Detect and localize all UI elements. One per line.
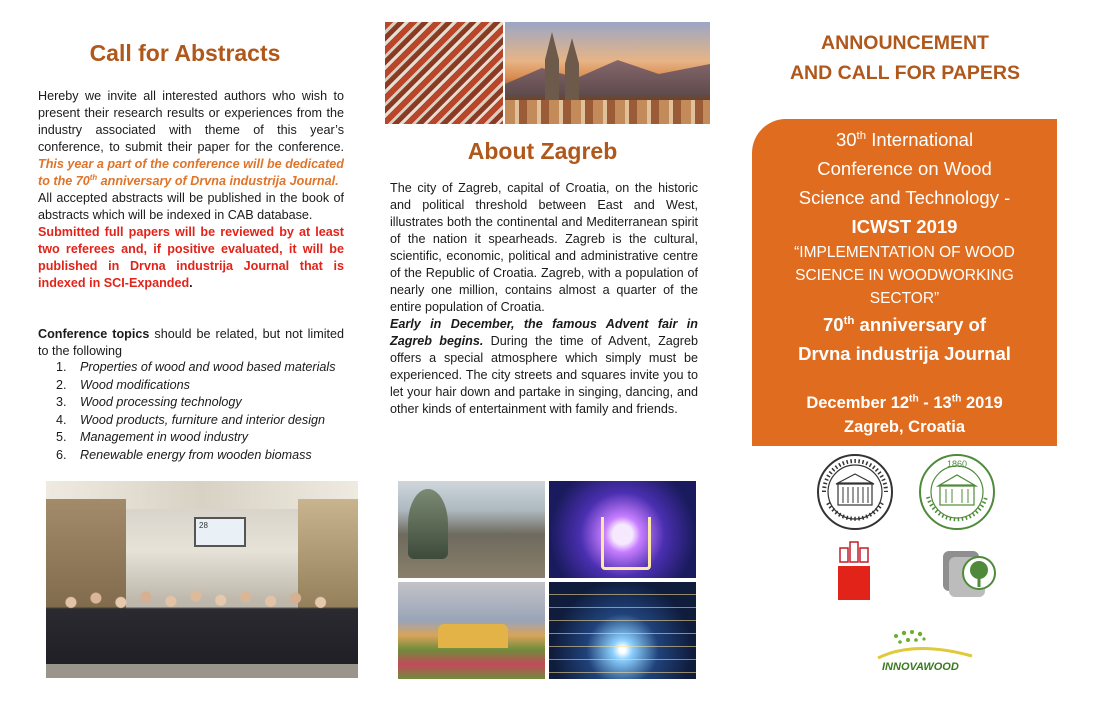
topics-label: Conference topics <box>38 327 150 341</box>
review-note-end: . <box>189 276 193 290</box>
photo-rooftops <box>385 22 503 124</box>
cfa-highlight-post: anniversary of Drvna industrija Journal. <box>97 174 339 188</box>
faculty-of-forestry-seal-logo <box>918 453 996 531</box>
announcement-title <box>735 28 1075 88</box>
anniversary-sup: th <box>843 314 855 327</box>
journal-name: Drvna industrija Journal <box>798 343 1011 364</box>
theme-line-1: “IMPLEMENTATION OF WOOD <box>794 244 1015 261</box>
topic-item <box>56 429 346 447</box>
cfa-paragraph <box>38 88 344 190</box>
conference-place: Zagreb, Croatia <box>843 418 966 436</box>
conference-name-line-2: Conference on Wood <box>817 158 992 179</box>
date-start-sup: th <box>909 393 919 405</box>
university-of-zagreb-seal-logo <box>816 453 894 531</box>
conference-info-box <box>752 119 1057 446</box>
call-for-abstracts-body <box>38 88 344 292</box>
conference-name-line-3: Science and Technology - <box>798 187 1011 208</box>
conference-acronym: ICWST 2019 <box>851 216 958 237</box>
right-column <box>735 0 1100 706</box>
photo-town <box>505 100 710 124</box>
topic-item <box>56 359 346 377</box>
photo-advent-pavilion <box>549 481 696 578</box>
topic-number: 2. <box>56 377 67 392</box>
about-paragraph-2 <box>390 316 698 418</box>
topic-item <box>56 412 346 430</box>
innovawood-logo <box>874 628 984 678</box>
photo-crowd <box>46 570 358 678</box>
zagreb-coat-of-arms-logo <box>834 540 874 604</box>
photo-national-theatre <box>398 582 545 679</box>
edition-number: 30 <box>835 129 857 150</box>
edition-line <box>752 125 1057 154</box>
topic-text: Wood modifications <box>80 377 190 392</box>
topic-text: Properties of wood and wood based materials <box>80 360 336 374</box>
conference-topics-intro <box>38 326 344 360</box>
conference-info-text <box>752 125 1057 368</box>
cfa-highlight-pre: This year a part of the conference will be dedicated to the 70 <box>38 157 344 188</box>
anniversary-number: 70 <box>822 314 844 335</box>
topic-number: 6. <box>56 447 67 462</box>
conference-group-photo <box>46 481 358 678</box>
topic-text: Renewable energy from wooden biomass <box>80 447 312 462</box>
date-end-sup: th <box>951 393 962 405</box>
photo-screen <box>194 517 246 547</box>
wood-technology-tree-logo <box>941 549 999 601</box>
about-zagreb-body <box>390 180 698 418</box>
call-for-abstracts-title: Call for Abstracts <box>89 40 281 66</box>
review-note <box>38 224 344 292</box>
topic-number: 5. <box>56 430 67 444</box>
anniversary-line <box>752 310 1057 339</box>
topic-text: Wood processing technology <box>80 395 242 409</box>
review-note-text: Submitted full papers will be reviewed by at least two referees and, if positive evaluated, it will be published in Drvna industrija Journal that is indexed in SCI-Expanded <box>38 225 344 290</box>
topic-list <box>56 359 346 464</box>
topic-item <box>56 394 346 412</box>
theme-line-2: SCIENCE IN WOODWORKING <box>795 267 1014 284</box>
advent-lead: Early in December, the famous Advent fair in Zagreb begins. <box>390 317 698 348</box>
photo-floor <box>46 664 358 678</box>
announcement-line-2: AND CALL FOR PAPERS <box>789 62 1021 84</box>
topic-text: Wood products, furniture and interior design <box>80 412 326 427</box>
forestry-seal-year: 1860 <box>946 459 968 469</box>
advent-text: During the time of Advent, Zagreb offers a special atmosphere which simply must be experienced. The city streets and squares invite you to let your hair down and partake in singing, dancing, and other kinds of entertainment with family and friends. <box>390 334 698 416</box>
date-end: - 13 <box>918 394 952 412</box>
cfa-highlight <box>38 157 344 188</box>
topic-number: 4. <box>56 412 67 427</box>
zagreb-city-photo <box>385 22 710 124</box>
topic-number: 3. <box>56 395 67 409</box>
conference-date-place <box>752 391 1057 439</box>
anniversary-rest: anniversary of <box>854 314 987 335</box>
cfa-intro: Hereby we invite all interested authors who wish to present their research results or experiences from the industry associated with theme of this year’s conference, to submit their paper for the conference. <box>38 89 344 154</box>
middle-column <box>370 0 735 706</box>
conference-dates <box>752 391 1057 415</box>
cfa-highlight-sup: th <box>89 172 98 182</box>
cab-note: All accepted abstracts will be published in the book of abstracts which will be indexed in CAB database. <box>38 191 344 222</box>
innovawood-wordmark: INNOVAWOOD <box>882 661 959 673</box>
photo-advent-square-night <box>549 582 696 679</box>
date-start: December 12 <box>806 394 910 412</box>
topic-item <box>56 377 346 395</box>
topic-item <box>56 447 346 465</box>
theme-line-3: SECTOR” <box>869 290 940 307</box>
topic-text: Management in wood industry <box>80 430 249 444</box>
topic-number: 1. <box>56 360 67 374</box>
left-column <box>0 0 370 706</box>
topics-rest: should be related, but not limited to the following <box>38 327 344 358</box>
photo-screen-label: 28 <box>199 521 208 530</box>
date-year: 2019 <box>961 394 1003 412</box>
about-zagreb-title: About Zagreb <box>467 138 618 164</box>
edition-rest: International <box>866 129 974 150</box>
about-paragraph-1: The city of Zagreb, capital of Croatia, on the historic and political threshold between East and West, illustrates both the continental and Mediterranean spirit of the nation it spearheads. Zagreb is the cultural, scientific, economic, political and administrative centre of the Republic of Croatia. Zagreb, with a population of nearly one million, contains almost a quarter of the entire population of Croatia. <box>390 181 698 314</box>
advent-photo-grid <box>398 481 696 679</box>
announcement-line-1: ANNOUNCEMENT <box>821 32 989 54</box>
photo-winter-park <box>398 481 545 578</box>
edition-sup: th <box>856 129 867 142</box>
